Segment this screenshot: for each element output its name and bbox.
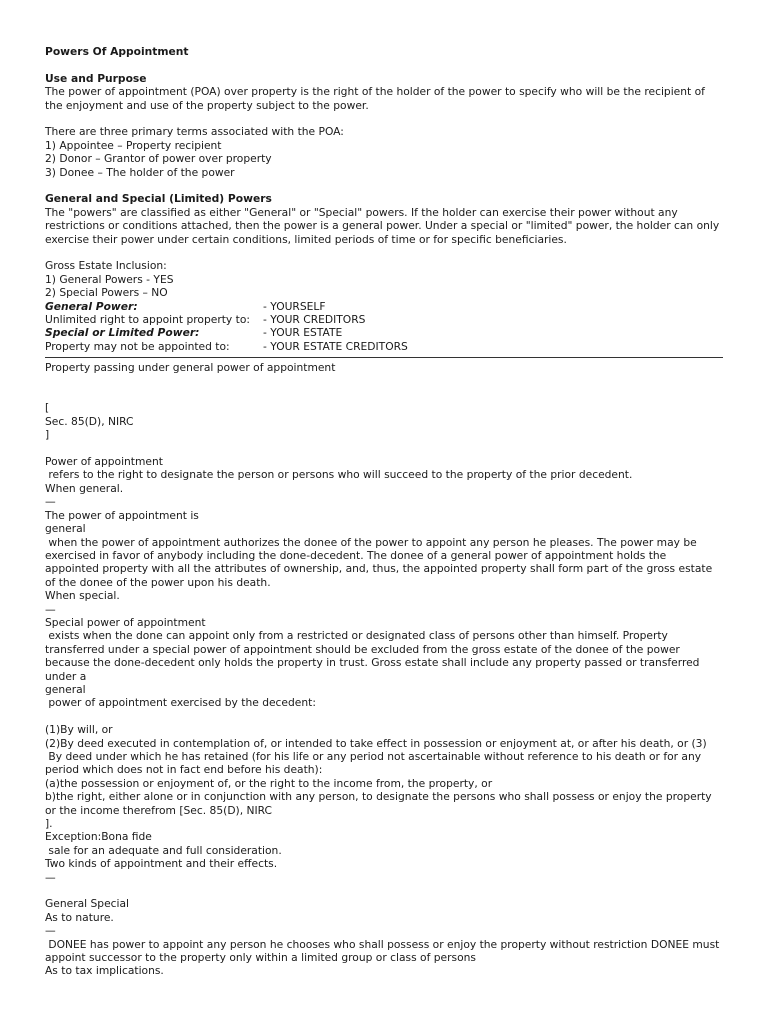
paragraph-line: Gross Estate Inclusion: [45,259,167,273]
table-cell-label: Special or Limited Power: [45,326,200,340]
body-text-line: Two kinds of appointment and their effects. [45,857,278,871]
body-block [45,361,768,374]
body-text-line: exercised in favor of anybody including the done-decedent. The donee of a general power of appointment holds the [45,548,667,562]
body-text-line: Property passing under general power of appointment [45,361,336,375]
body-text-line: of the donee of the power upon his death. [45,575,271,589]
body-text-line: (a)the possession or enjoyment of, or the right to the income from, the property, or [45,776,493,790]
document-title: Powers Of Appointment [45,45,189,58]
body-text-line: (2)By deed executed in contemplation of, or intended to take effect in possession or enjoyment at, or after his death, or (3) [45,736,707,750]
body-block [45,401,768,441]
spacer [45,710,768,723]
table-cell-label: Unlimited right to appoint property to: [45,313,250,327]
body-text-line: ]. [45,817,53,831]
body-text-line: general [45,682,86,696]
body-text-line: Sec. 85(D), NIRC [45,414,134,428]
spacer [45,375,768,388]
power-table-row [45,326,768,339]
spacer [45,179,768,192]
list-item: 1) Appointee – Property recipient [45,138,222,152]
body-text-line: exists when the done can appoint only from a restricted or designated class of persons other than himself. Property [45,629,668,643]
paragraph-line: restrictions or conditions attached, then the power is a general power. Under a special or "limited" power, the holder can only [45,219,720,233]
body-text-line: When general. [45,481,124,495]
list-item: 2) Donor – Grantor of power over property [45,152,272,166]
paragraph-line: The power of appointment (POA) over property is the right of the holder of the power to specify who will be the recipient of [45,85,705,99]
body-text-line: As to nature. [45,910,114,924]
table-cell-value: - YOUR CREDITORS [263,313,366,327]
body-text-line: When special. [45,589,120,603]
table-cell-value: - YOURSELF [263,299,326,313]
table-cell-label: General Power: [45,299,138,313]
table-cell-label: Property may not be appointed to: [45,339,230,353]
list-item: 2) Special Powers – NO [45,286,168,300]
spacer [45,388,768,401]
body-text-line: transferred under a special power of appointment should be excluded from the gross estate of the donee of the power [45,642,680,656]
body-text-line: general [45,522,86,536]
body-text-line: appointed property with all the attributes of ownership, and, thus, the appointed property shall form part of the gross estate [45,562,713,576]
body-text-line: because the done-decedent only holds the property in trust. Gross estate shall include any property passed or transferred [45,656,700,670]
list-item: 3) Donee – The holder of the power [45,165,235,179]
body-block [45,455,768,710]
paragraph-line: exercise their power under certain conditions, limited periods of time or for specific beneficiaries. [45,232,567,246]
body-text-line: The power of appointment is [45,508,199,522]
body-text-line: DONEE has power to appoint any person he chooses who shall possess or enjoy the property without restriction DONEE must [45,937,720,951]
body-text-line: power of appointment exercised by the decedent: [45,696,316,710]
body-text-line: or the income therefrom [Sec. 85(D), NIRC [45,803,273,817]
body-block [45,723,768,884]
spacer [45,884,768,897]
table-cell-value: - YOUR ESTATE [263,326,343,340]
body-text-line: when the power of appointment authorizes the donee of the power to appoint any person he pleases. The power may be [45,535,697,549]
paragraph-line: the enjoyment and use of the property subject to the power. [45,98,369,112]
paragraph-line: There are three primary terms associated with the POA: [45,125,344,139]
list-item: 1) General Powers - YES [45,272,174,286]
body-text-line: Special power of appointment [45,615,206,629]
body-text-line: sale for an adequate and full consideration. [45,843,282,857]
body-block [45,897,768,977]
table-cell-value: - YOUR ESTATE CREDITORS [263,339,408,353]
body-text-line: As to tax implications. [45,964,164,978]
horizontal-divider [45,357,723,358]
body-text-line: appoint successor to the property only within a limited group or class of persons [45,951,476,965]
general-special-heading: General and Special (Limited) Powers [45,192,272,206]
body-text-line: — [45,870,56,884]
body-text-line: b)the right, either alone or in conjunction with any person, to designate the persons who shall possess or enjoy the property [45,790,712,804]
body-text-line: refers to the right to designate the person or persons who will succeed to the property of the prior decedent. [45,468,633,482]
body-text-line: Exception:Bona fide [45,830,152,844]
body-text-line: period which does not in fact end before his death): [45,763,323,777]
spacer [45,58,768,71]
spacer [45,442,768,455]
body-text-line: — [45,924,56,938]
power-table-row [45,300,768,313]
paragraph-line: The "powers" are classified as either "General" or "Special" powers. If the holder can exercise their power without any [45,205,678,219]
body-text-line: under a [45,669,87,683]
body-text-line: (1)By will, or [45,723,113,737]
body-text-line: General Special [45,897,130,911]
body-text-line: Power of appointment [45,455,163,469]
use-purpose-heading: Use and Purpose [45,71,147,85]
body-text-line: — [45,602,56,616]
spacer [45,246,768,259]
power-table-row [45,340,768,353]
spacer [45,112,768,125]
power-table-row [45,313,768,326]
body-text-line: By deed under which he has retained (for his life or any period not ascertainable without reference to his death or for any [45,750,702,763]
body-text-line: [ [45,401,50,415]
body-text-line: ] [45,428,50,442]
body-text-line: — [45,495,56,509]
